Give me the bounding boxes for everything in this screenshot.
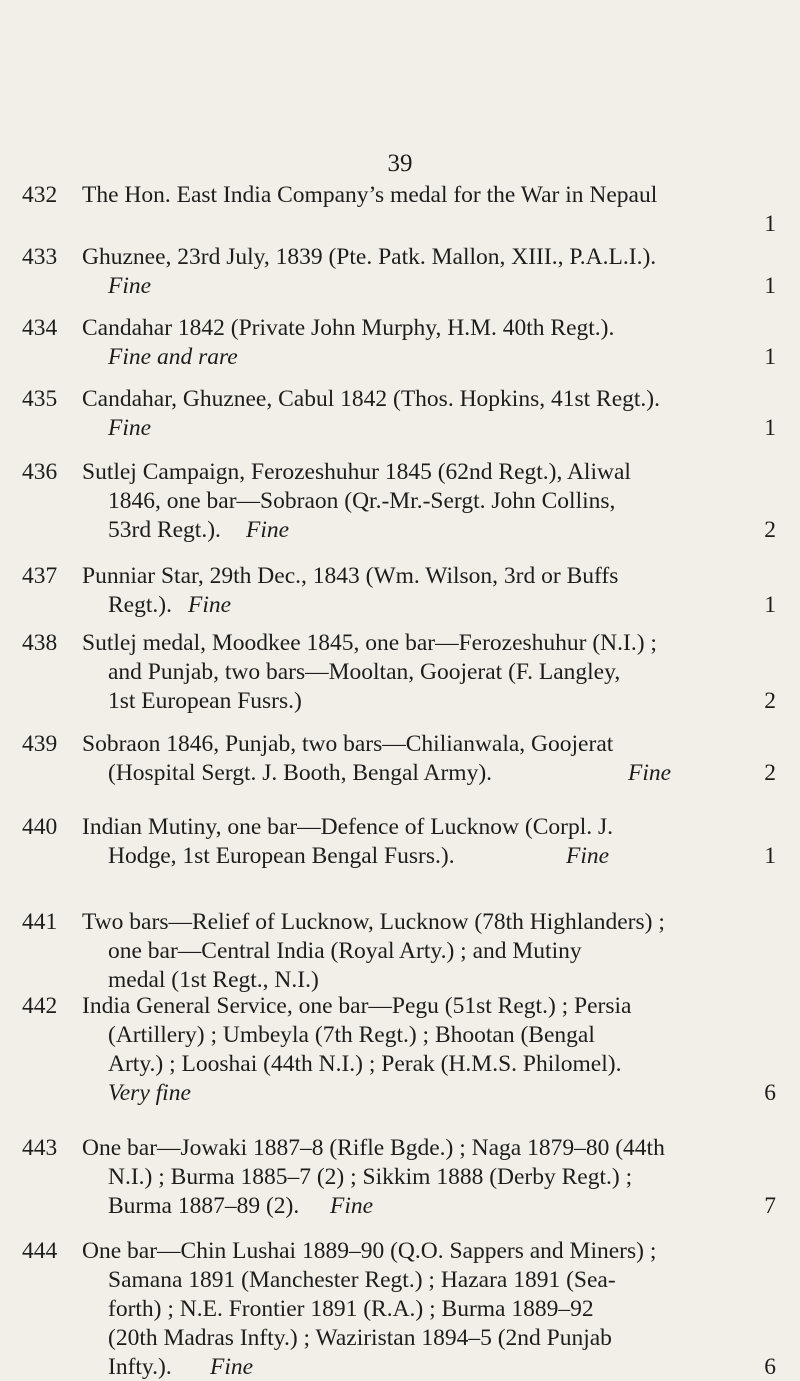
lot-quantity: 6 bbox=[764, 1354, 776, 1380]
lot-number: 435 bbox=[22, 386, 58, 412]
lot-quantity: 2 bbox=[764, 760, 776, 786]
lot-quantity: 1 bbox=[764, 592, 776, 618]
description-line: The Hon. East India Company’s medal for the War in Nepaul bbox=[82, 182, 658, 208]
description-line: Candahar, Ghuznee, Cabul 1842 (Thos. Hopkins, 41st Regt.). bbox=[82, 386, 660, 412]
description-line: medal (1st Regt., N.I.) bbox=[108, 967, 319, 993]
description-line: Burma 1887–89 (2). bbox=[108, 1193, 300, 1219]
description-line: Ghuznee, 23rd July, 1839 (Pte. Patk. Mallon, XIII., P.A.L.I.). bbox=[82, 244, 657, 270]
description-line: (20th Madras Infty.) ; Waziristan 1894–5 (2nd Punjab bbox=[108, 1325, 612, 1351]
lot-number: 436 bbox=[22, 459, 58, 485]
lot-quantity: 1 bbox=[764, 273, 776, 299]
condition-grade: Fine bbox=[210, 1354, 254, 1380]
condition-grade: Fine bbox=[108, 415, 152, 441]
description-line: (Hospital Sergt. J. Booth, Bengal Army). bbox=[108, 760, 493, 786]
description-line: 53rd Regt.). bbox=[108, 517, 221, 543]
description-line: Arty.) ; Looshai (44th N.I.) ; Perak (H.M.S. Philomel). bbox=[108, 1051, 622, 1077]
lot-quantity: 1 bbox=[764, 211, 776, 237]
lot-quantity: 1 bbox=[764, 415, 776, 441]
description-line: Hodge, 1st European Bengal Fusrs.). bbox=[108, 843, 455, 869]
condition-grade: Very fine bbox=[108, 1080, 191, 1106]
lot-number: 441 bbox=[22, 909, 58, 935]
description-line: Sutlej medal, Moodkee 1845, one bar—Ferozeshuhur (N.I.) ; bbox=[82, 630, 657, 656]
lot-number: 438 bbox=[22, 630, 58, 656]
lot-number: 437 bbox=[22, 563, 58, 589]
condition-grade: Fine bbox=[246, 517, 290, 543]
description-line: Samana 1891 (Manchester Regt.) ; Hazara 1891 (Sea- bbox=[108, 1267, 616, 1293]
lot-quantity: 1 bbox=[764, 843, 776, 869]
description-line: forth) ; N.E. Frontier 1891 (R.A.) ; Burma 1889–92 bbox=[108, 1296, 594, 1322]
condition-grade: Fine bbox=[566, 843, 610, 869]
description-line: 1846, one bar—Sobraon (Qr.-Mr.-Sergt. John Collins, bbox=[108, 488, 616, 514]
page-number: 39 bbox=[387, 150, 413, 177]
lot-number: 443 bbox=[22, 1135, 58, 1161]
lot-number: 440 bbox=[22, 814, 58, 840]
lot-quantity: 7 bbox=[764, 1193, 776, 1219]
condition-grade: Fine bbox=[108, 273, 152, 299]
description-line: One bar—Jowaki 1887–8 (Rifle Bgde.) ; Naga 1879–80 (44th bbox=[82, 1135, 665, 1161]
description-line: and Punjab, two bars—Mooltan, Goojerat (F. Langley, bbox=[108, 659, 621, 685]
lot-number: 442 bbox=[22, 993, 58, 1019]
description-line: 1st European Fusrs.) bbox=[108, 688, 302, 714]
lot-number: 434 bbox=[22, 315, 58, 341]
lot-number: 433 bbox=[22, 244, 58, 270]
description-line: India General Service, one bar—Pegu (51st Regt.) ; Persia bbox=[82, 993, 632, 1019]
lot-quantity: 1 bbox=[764, 344, 776, 370]
description-line: (Artillery) ; Umbeyla (7th Regt.) ; Bhootan (Bengal bbox=[108, 1022, 595, 1048]
condition-grade: Fine bbox=[188, 592, 232, 618]
description-line: one bar—Central India (Royal Arty.) ; and Mutiny bbox=[108, 938, 582, 964]
description-line: Infty.). bbox=[108, 1354, 172, 1380]
condition-grade: Fine and rare bbox=[108, 344, 238, 370]
description-line: Regt.). bbox=[108, 592, 172, 618]
description-line: Candahar 1842 (Private John Murphy, H.M. 40th Regt.). bbox=[82, 315, 615, 341]
description-line: Punniar Star, 29th Dec., 1843 (Wm. Wilson, 3rd or Buffs bbox=[82, 563, 619, 589]
condition-grade: Fine bbox=[330, 1193, 374, 1219]
lot-quantity: 2 bbox=[764, 517, 776, 543]
description-line: Sobraon 1846, Punjab, two bars—Chilianwala, Goojerat bbox=[82, 731, 614, 757]
condition-grade: Fine bbox=[628, 760, 672, 786]
description-line: One bar—Chin Lushai 1889–90 (Q.O. Sappers and Miners) ; bbox=[82, 1238, 657, 1264]
description-line: Two bars—Relief of Lucknow, Lucknow (78th Highlanders) ; bbox=[82, 909, 665, 935]
description-line: N.I.) ; Burma 1885–7 (2) ; Sikkim 1888 (Derby Regt.) ; bbox=[108, 1164, 633, 1190]
description-line: Indian Mutiny, one bar—Defence of Lucknow (Corpl. J. bbox=[82, 814, 613, 840]
lot-number: 432 bbox=[22, 182, 58, 208]
description-line: Sutlej Campaign, Ferozeshuhur 1845 (62nd Regt.), Aliwal bbox=[82, 459, 631, 485]
lot-quantity: 2 bbox=[764, 688, 776, 714]
lot-number: 444 bbox=[22, 1238, 58, 1264]
lot-quantity: 6 bbox=[764, 1080, 776, 1106]
lot-number: 439 bbox=[22, 731, 58, 757]
